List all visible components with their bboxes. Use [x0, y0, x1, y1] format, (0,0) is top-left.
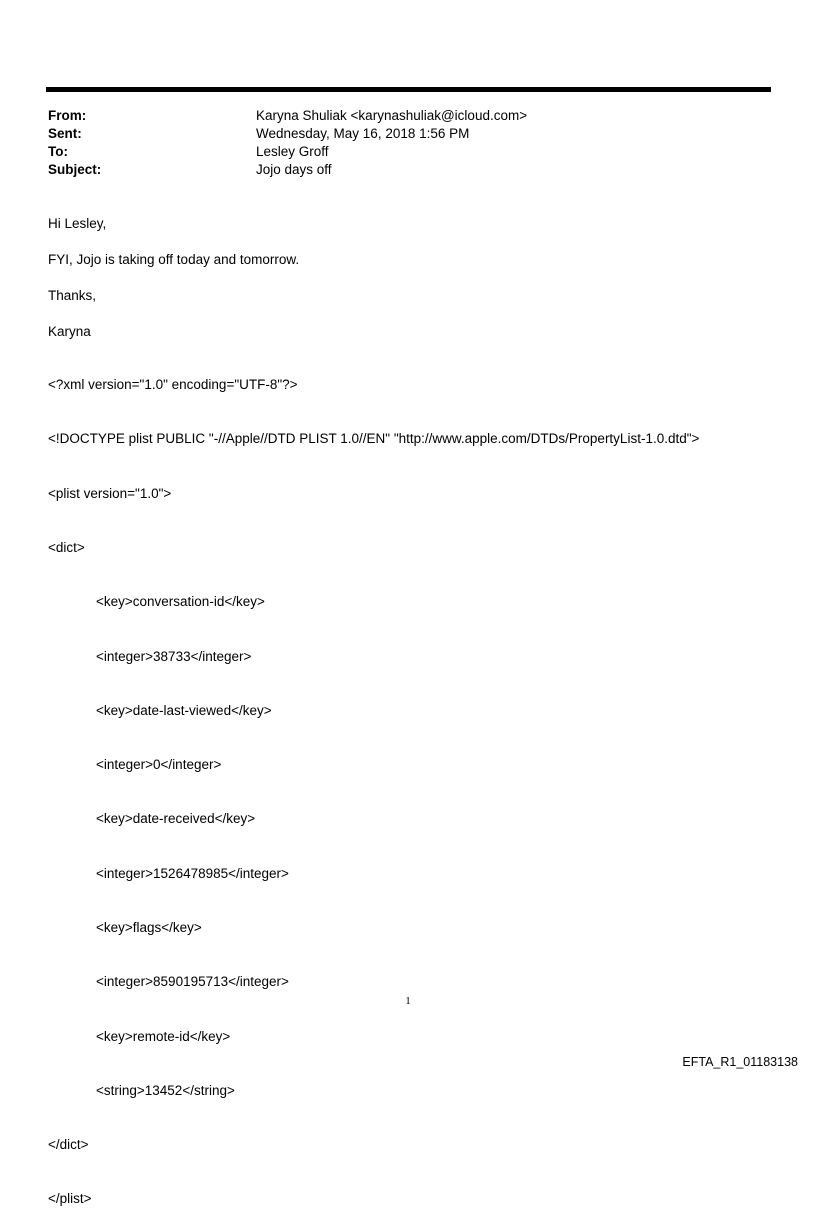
bates-number: EFTA_R1_01183138: [682, 1055, 798, 1069]
plist-line: <!DOCTYPE plist PUBLIC "-//Apple//DTD PLIST 1.0//EN" "http://www.apple.com/DTDs/PropertyList-1.0.dtd">: [48, 431, 700, 447]
closing: Thanks,: [48, 288, 97, 303]
plist-line: <integer>1526478985</integer>: [96, 865, 289, 881]
plist-line: <dict>: [48, 540, 85, 556]
to-value: Lesley Groff: [256, 144, 329, 159]
plist-line: <key>conversation-id</key>: [96, 594, 265, 610]
sent-label: Sent:: [48, 126, 82, 141]
from-row: [48, 107, 527, 125]
plist-line: <key>date-last-viewed</key>: [96, 702, 272, 718]
header-rule: [46, 87, 771, 92]
plist-line: <plist version="1.0">: [48, 485, 172, 501]
greeting: Hi Lesley,: [48, 216, 107, 231]
from-label: From:: [48, 108, 87, 123]
from-value: Karyna Shuliak <karynashuliak@icloud.com>: [256, 108, 528, 123]
sent-value: Wednesday, May 16, 2018 1:56 PM: [256, 126, 470, 141]
plist-line: <integer>0</integer>: [96, 757, 222, 773]
plist-line: <integer>8590195713</integer>: [96, 974, 289, 990]
message-body: FYI, Jojo is taking off today and tomorrow.: [48, 252, 300, 267]
plist-line: <?xml version="1.0" encoding="UTF-8"?>: [48, 377, 298, 393]
email-header: [48, 107, 527, 179]
plist-line: <key>remote-id</key>: [96, 1028, 231, 1044]
to-row: [48, 143, 527, 161]
plist-block: [48, 340, 699, 1227]
subject-label: Subject:: [48, 162, 102, 177]
plist-line: </plist>: [48, 1191, 92, 1207]
page-number: 1: [405, 995, 411, 1007]
plist-line: <key>date-received</key>: [96, 811, 256, 827]
subject-value: Jojo days off: [256, 162, 332, 177]
plist-line: <key>flags</key>: [96, 920, 202, 935]
to-label: To:: [48, 144, 68, 159]
sent-row: [48, 125, 527, 143]
signature: Karyna: [48, 324, 91, 339]
plist-line: <integer>38733</integer>: [96, 648, 252, 664]
plist-line: <string>13452</string>: [96, 1082, 235, 1098]
subject-row: [48, 161, 527, 179]
plist-line: </dict>: [48, 1137, 89, 1153]
